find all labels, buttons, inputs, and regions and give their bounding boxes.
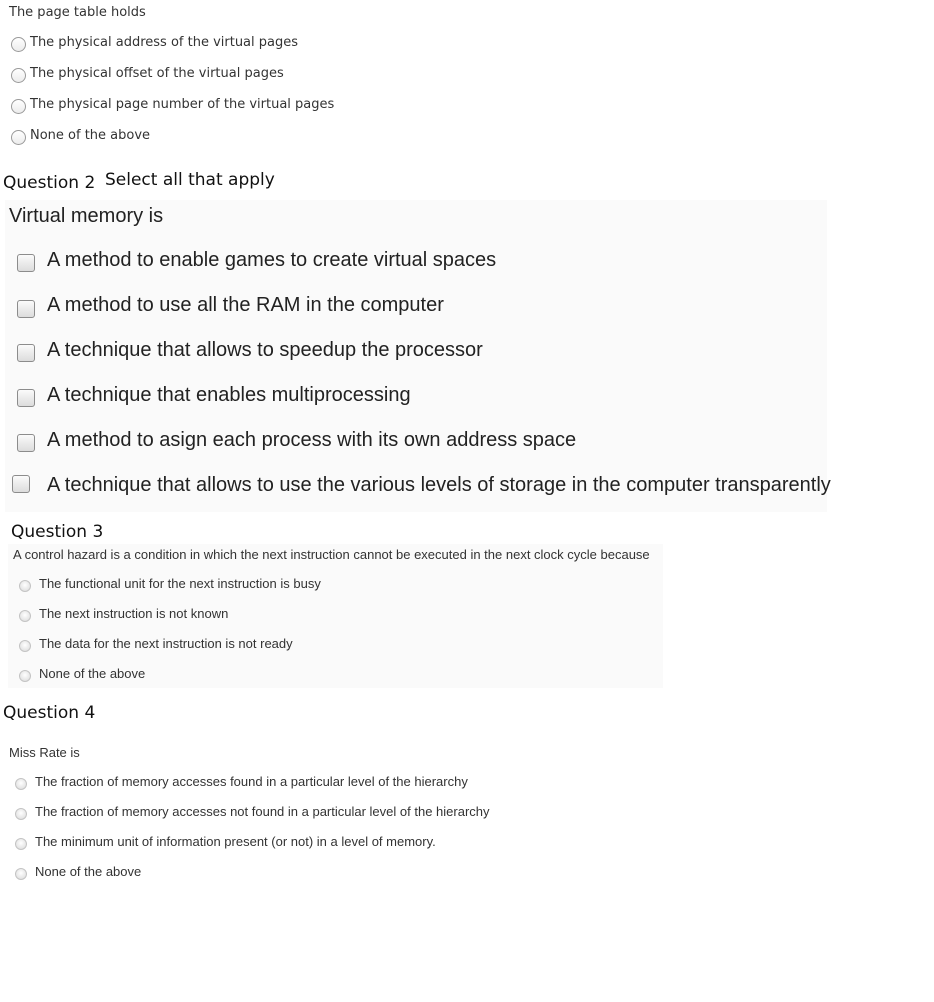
q1-option-1-radio[interactable]: [11, 37, 26, 52]
q4-option-3-label[interactable]: The minimum unit of information present (or not) in a level of memory.: [35, 834, 436, 849]
question-3-heading: Question 3: [11, 522, 104, 542]
q2-option-5-checkbox[interactable]: [17, 434, 35, 452]
question-4-prompt: Miss Rate is: [9, 745, 80, 760]
q1-option-4-radio[interactable]: [11, 130, 26, 145]
q3-option-2-radio[interactable]: [19, 610, 31, 622]
q1-option-1-label[interactable]: The physical address of the virtual pages: [30, 35, 299, 50]
q3-option-4-label[interactable]: None of the above: [39, 666, 146, 681]
q3-option-1-radio[interactable]: [19, 580, 31, 592]
q4-option-4-radio[interactable]: [15, 868, 27, 880]
q4-option-2-radio[interactable]: [15, 808, 27, 820]
q2-option-2-label[interactable]: A method to use all the RAM in the computer: [47, 294, 444, 316]
question-4-heading: Question 4: [3, 703, 96, 723]
q4-option-4-label[interactable]: None of the above: [35, 864, 142, 879]
q4-option-3-radio[interactable]: [15, 838, 27, 850]
question-2-hint: Select all that apply: [105, 170, 275, 190]
q3-option-3-radio[interactable]: [19, 640, 31, 652]
q2-option-4-checkbox[interactable]: [17, 389, 35, 407]
q2-option-1-checkbox[interactable]: [17, 254, 35, 272]
q1-option-2-label[interactable]: The physical offset of the virtual pages: [30, 66, 284, 81]
q4-option-2-label[interactable]: The fraction of memory accesses not found in a particular level of the hierarchy: [35, 804, 490, 819]
q2-option-3-checkbox[interactable]: [17, 344, 35, 362]
q1-option-2-radio[interactable]: [11, 68, 26, 83]
q2-option-1-label[interactable]: A method to enable games to create virtual spaces: [47, 249, 497, 271]
q3-option-2-label[interactable]: The next instruction is not known: [39, 606, 229, 621]
q1-option-3-radio[interactable]: [11, 99, 26, 114]
q3-option-1-label[interactable]: The functional unit for the next instruction is busy: [39, 576, 321, 591]
q3-option-3-label[interactable]: The data for the next instruction is not ready: [39, 636, 293, 651]
q2-option-6-label[interactable]: A technique that allows to use the various levels of storage in the computer transparently: [47, 474, 831, 496]
q2-option-5-label[interactable]: A method to asign each process with its own address space: [47, 429, 577, 451]
question-2-prompt: Virtual memory is: [9, 205, 164, 227]
q3-option-4-radio[interactable]: [19, 670, 31, 682]
q2-option-6-checkbox[interactable]: [12, 475, 30, 493]
q1-option-4-label[interactable]: None of the above: [30, 128, 151, 143]
q2-option-2-checkbox[interactable]: [17, 300, 35, 318]
q1-option-3-label[interactable]: The physical page number of the virtual pages: [30, 97, 335, 112]
q2-option-4-label[interactable]: A technique that enables multiprocessing: [47, 384, 411, 406]
q2-option-3-label[interactable]: A technique that allows to speedup the processor: [47, 339, 483, 361]
q4-option-1-radio[interactable]: [15, 778, 27, 790]
question-1-prompt: The page table holds: [9, 5, 146, 20]
question-3-prompt: A control hazard is a condition in which the next instruction cannot be executed in the next clock cycle because: [13, 547, 650, 562]
question-2-heading: Question 2: [3, 173, 96, 193]
q4-option-1-label[interactable]: The fraction of memory accesses found in a particular level of the hierarchy: [35, 774, 468, 789]
